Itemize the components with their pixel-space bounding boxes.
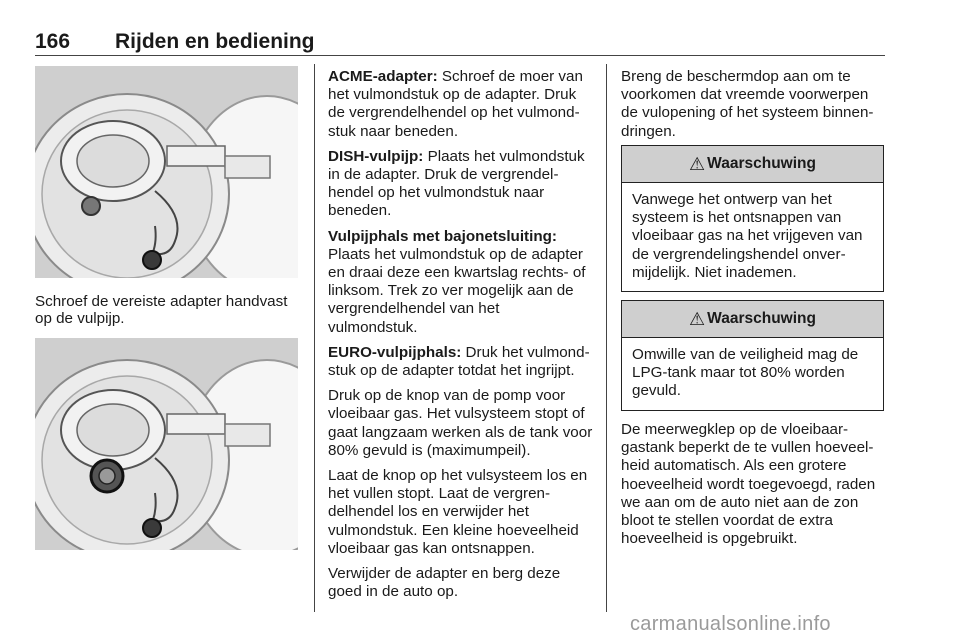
warning-box-2-header xyxy=(622,301,883,338)
warning-box-2-title: Waarschuwing xyxy=(707,310,816,327)
warning-box-2 xyxy=(621,300,884,411)
warning-triangle-icon: ⚠ xyxy=(689,153,706,174)
term-dish: DISH-vulpijp: xyxy=(328,147,424,165)
illustration-caption: Schroef de vereiste adapter handvast op de vulpijp. xyxy=(35,293,288,327)
term-bayonet: Vulpijphals met bajonetsluiting: xyxy=(328,227,557,245)
column-right-outro xyxy=(621,421,889,555)
warning-box-2-text: Omwille van de veiligheid mag de LPG-tank maar tot 80% worden gevuld. xyxy=(632,346,859,400)
dish-paragraph: DISH-vulpijp: Plaats het vulmondstuk in de adapter. Druk de vergrendelhendel op het vulmondstuk naar beneden. xyxy=(328,147,585,220)
page-number: 166 xyxy=(35,30,71,53)
warning-triangle-icon: ⚠ xyxy=(689,308,706,329)
warning-box-1-header xyxy=(622,146,883,183)
pump-button-paragraph: Druk op de knop van de pomp voor vloeibaar gas. Het vulsysteem stopt of gaat langzaam werken als de tank voor 80% gevuld is (maximumpeil). xyxy=(328,387,593,459)
column-middle xyxy=(328,68,593,608)
warning-box-1-text: Vanwege het ontwerp van het systeem is het ontsnappen van vloeibaar gas na het vrijgeven van de vergrendelingshendel onvermijdelijk. Niet inademen. xyxy=(632,191,863,281)
fuel-filler-illustration-1 xyxy=(35,66,298,278)
term-euro: EURO-vulpijphals: xyxy=(328,343,462,361)
acme-adapter-paragraph: ACME-adapter: Schroef de moer van het vulmondstuk op de adapter. Druk de vergrendelhendel op het vulmondstuk naar beneden. xyxy=(328,68,583,140)
column-divider-1 xyxy=(314,64,315,612)
watermark: carmanualsonline.info xyxy=(630,613,831,635)
page-header xyxy=(35,30,885,54)
protective-cap-paragraph: Breng de beschermdop aan om te voorkomen dat vreemde voorwerpen de vulopening of het systeem binnendringen. xyxy=(621,68,874,140)
column-divider-2 xyxy=(606,64,607,612)
euro-paragraph: EURO-vulpijphals: Druk het vulmondstuk op de adapter totdat het ingrijpt. xyxy=(328,343,590,380)
multiway-valve-paragraph: De meerwegklep op de vloeibaargastank beperkt de te vullen hoeveelheid automatisch. Als een grotere hoeveelheid wordt toegevoegd, raden we aan om de auto niet aan de zon bloot te stellen voordat de extra hoeveelheid is opgebruikt. xyxy=(621,421,876,548)
fuel-filler-illustration-2 xyxy=(35,338,298,550)
column-right-intro xyxy=(621,68,889,148)
chapter-title: Rijden en bediening xyxy=(115,30,315,53)
store-adapter-paragraph: Verwijder de adapter en berg deze goed in de auto op. xyxy=(328,565,561,601)
header-divider xyxy=(35,55,885,56)
release-paragraph: Laat de knop op het vulsysteem los en het vullen stopt. Laat de vergrendelhendel los en verwijder het vulmondstuk. Een kleine hoeveelheid vloeibaar gas kan ontsnappen. xyxy=(328,467,588,557)
warning-box-1 xyxy=(621,145,884,292)
warning-box-1-title: Waarschuwing xyxy=(707,155,816,172)
term-acme-adapter: ACME-adapter: xyxy=(328,68,438,85)
bayonet-paragraph: Vulpijphals met bajonetsluiting: Plaats het vulmondstuk op de adapter en draai deze een kwartslag rechts- of linksom. Trek zo ver mogelijk aan de vergrendelhendel van het vulmondstuk. xyxy=(328,227,586,336)
